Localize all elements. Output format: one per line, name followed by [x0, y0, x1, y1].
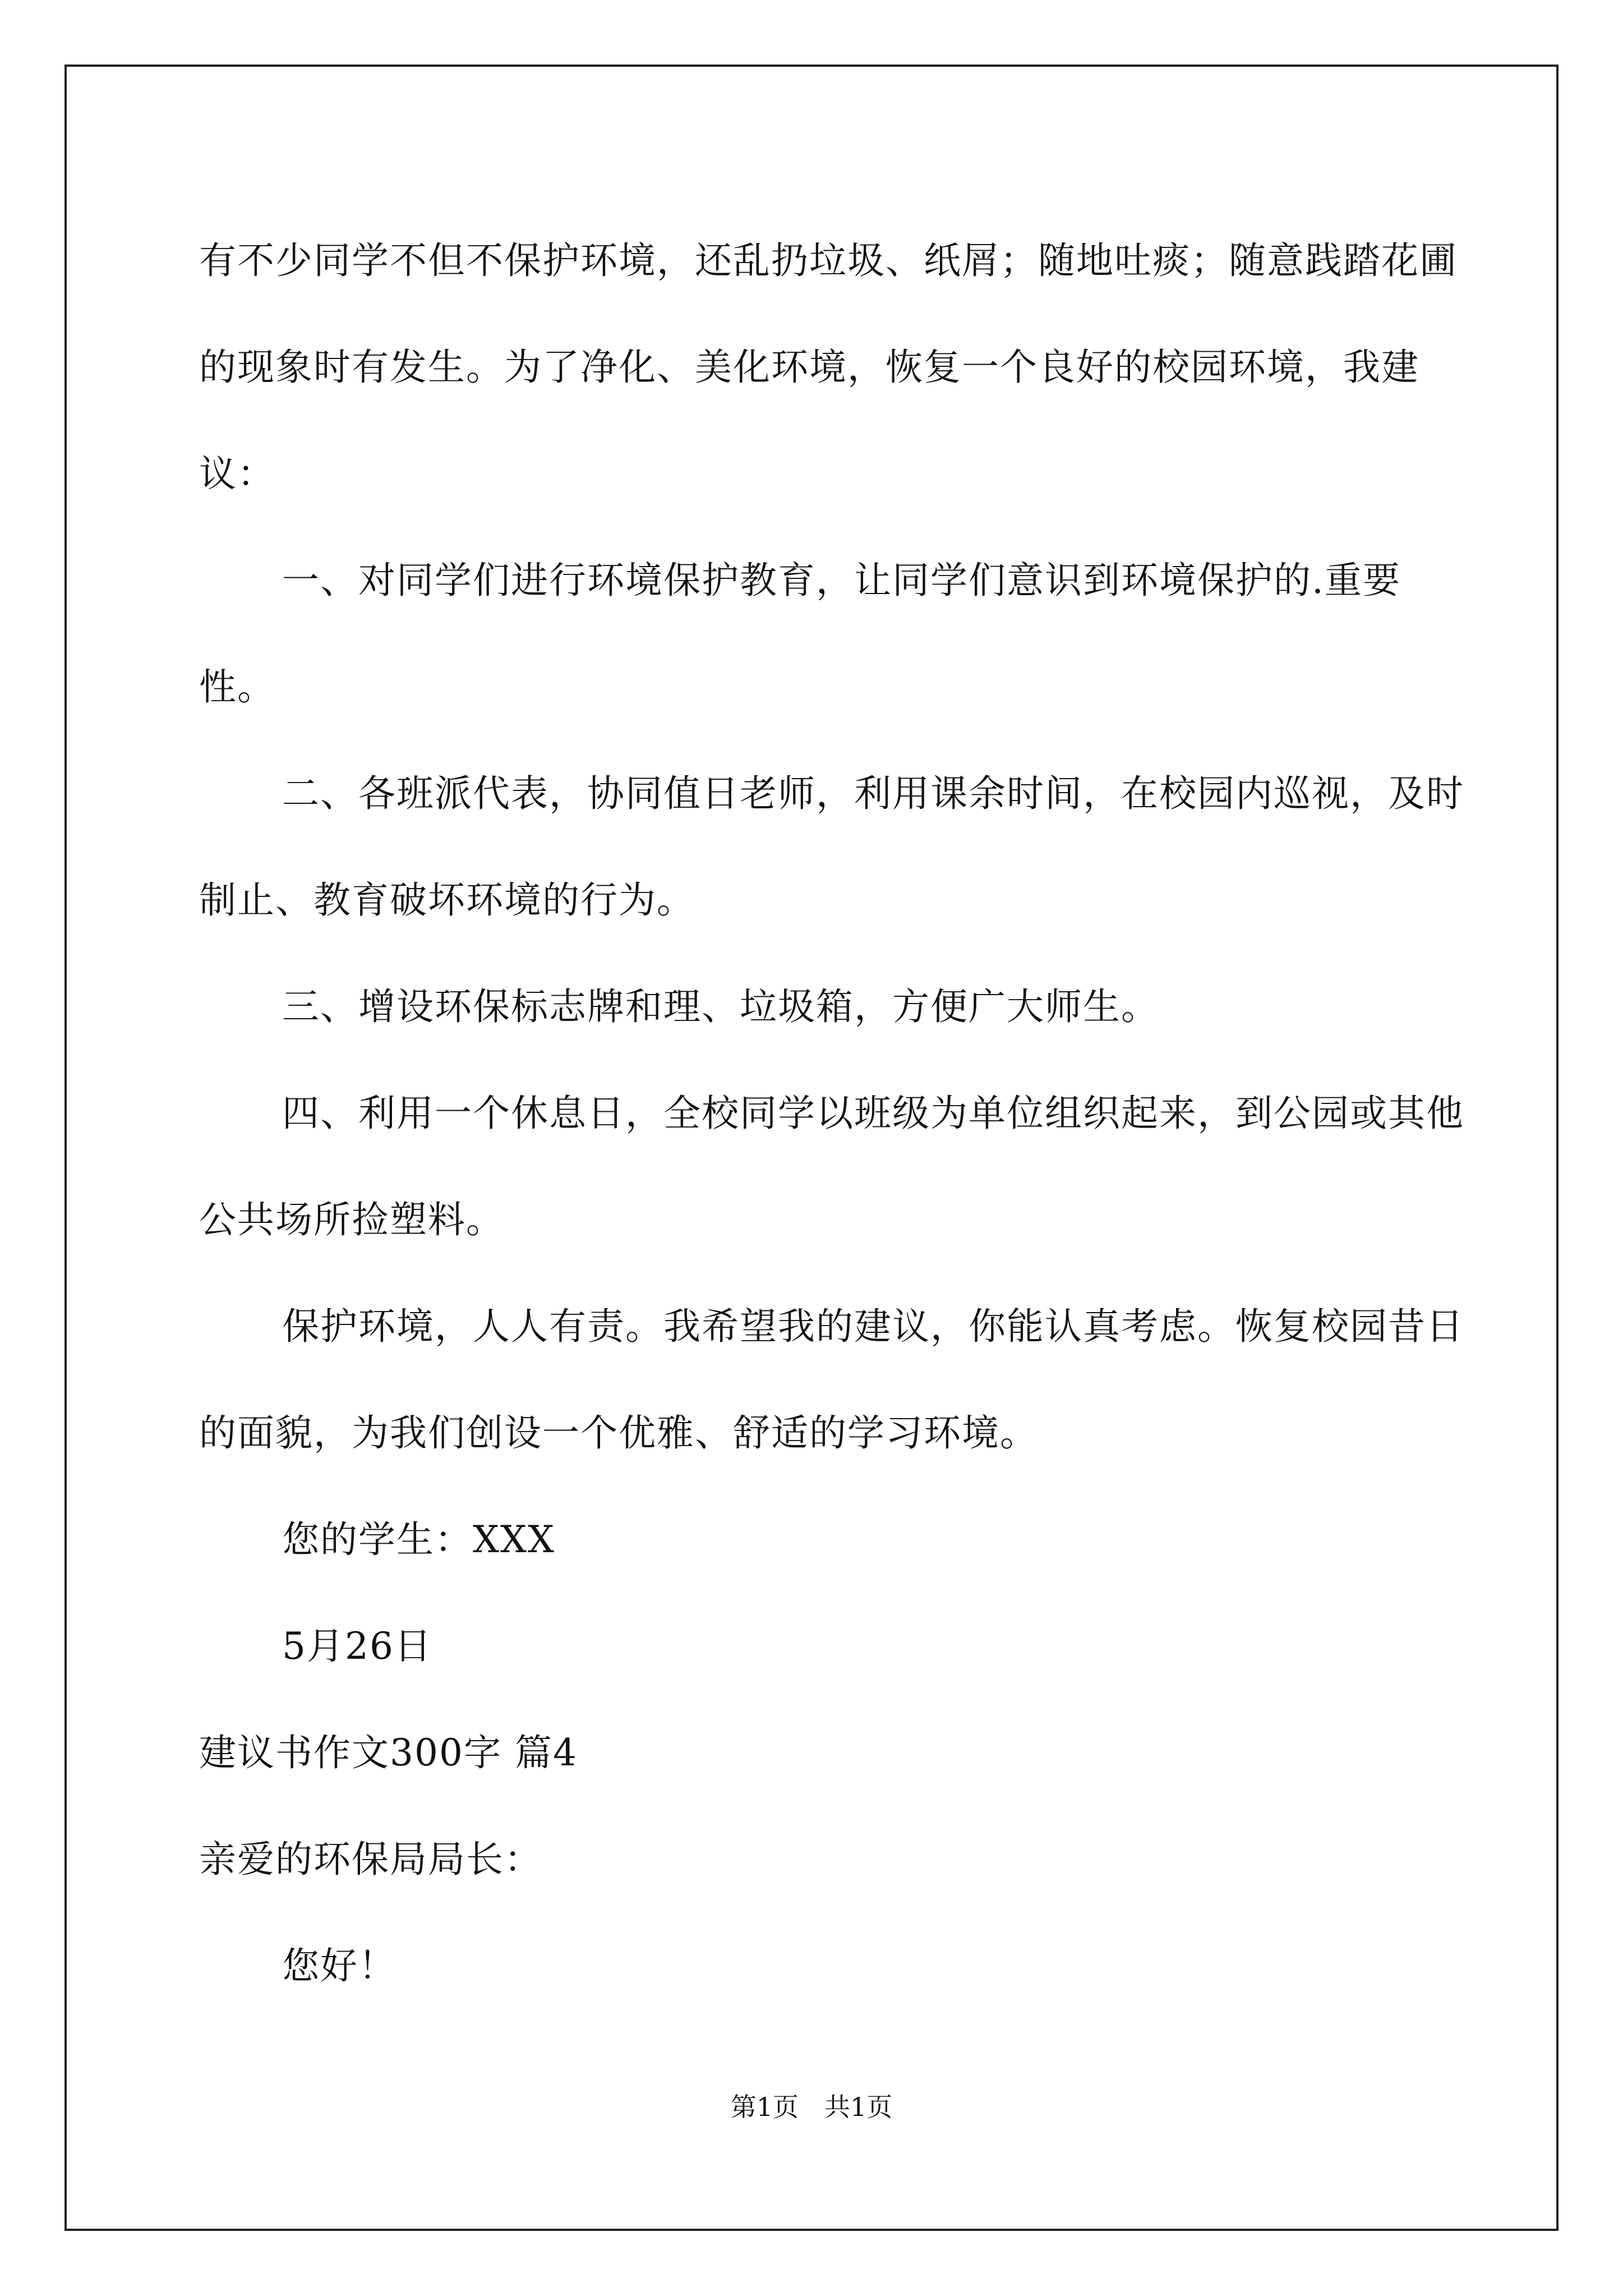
section-heading: 建议书作文300字 篇4 — [199, 1731, 578, 1774]
greeting-line: 您好！ — [282, 1944, 396, 1987]
suggestion-4-paragraph: 四、利用一个休息日，全校同学以班级为单位组织起来，到公园或其他公共场所捡塑料。 — [199, 1092, 1464, 1241]
date-line: 5月26日 — [282, 1625, 432, 1668]
suggestion-2-paragraph: 二、各班派代表，协同值日老师，利用课余时间，在校园内巡视，及时制止、教育破坏环境的行为。 — [199, 772, 1464, 922]
page-number-footer: 第1页 共1页 — [730, 2092, 893, 2122]
document-body — [199, 208, 1467, 2019]
closing-paragraph: 保护环境，人人有责。我希望我的建议，你能认真考虑。恢复校园昔日的面貌，为我们创设一个优雅、舒适的学习环境。 — [199, 1305, 1464, 1455]
signature-line: 您的学生：XXX — [282, 1518, 555, 1561]
suggestion-1-paragraph: 一、对同学们进行环境保护教育，让同学们意识到环境保护的.重要性。 — [199, 559, 1401, 708]
salutation-line: 亲爱的环保局局长： — [199, 1838, 542, 1881]
intro-paragraph: 有不少同学不但不保护环境，还乱扔垃圾、纸屑；随地吐痰；随意践踏花圃的现象时有发生。为了净化、美化环境，恢复一个良好的校园环境，我建议： — [199, 239, 1458, 495]
suggestion-3-paragraph: 三、增设环保标志牌和理、垃圾箱，方便广大师生。 — [282, 985, 1159, 1028]
